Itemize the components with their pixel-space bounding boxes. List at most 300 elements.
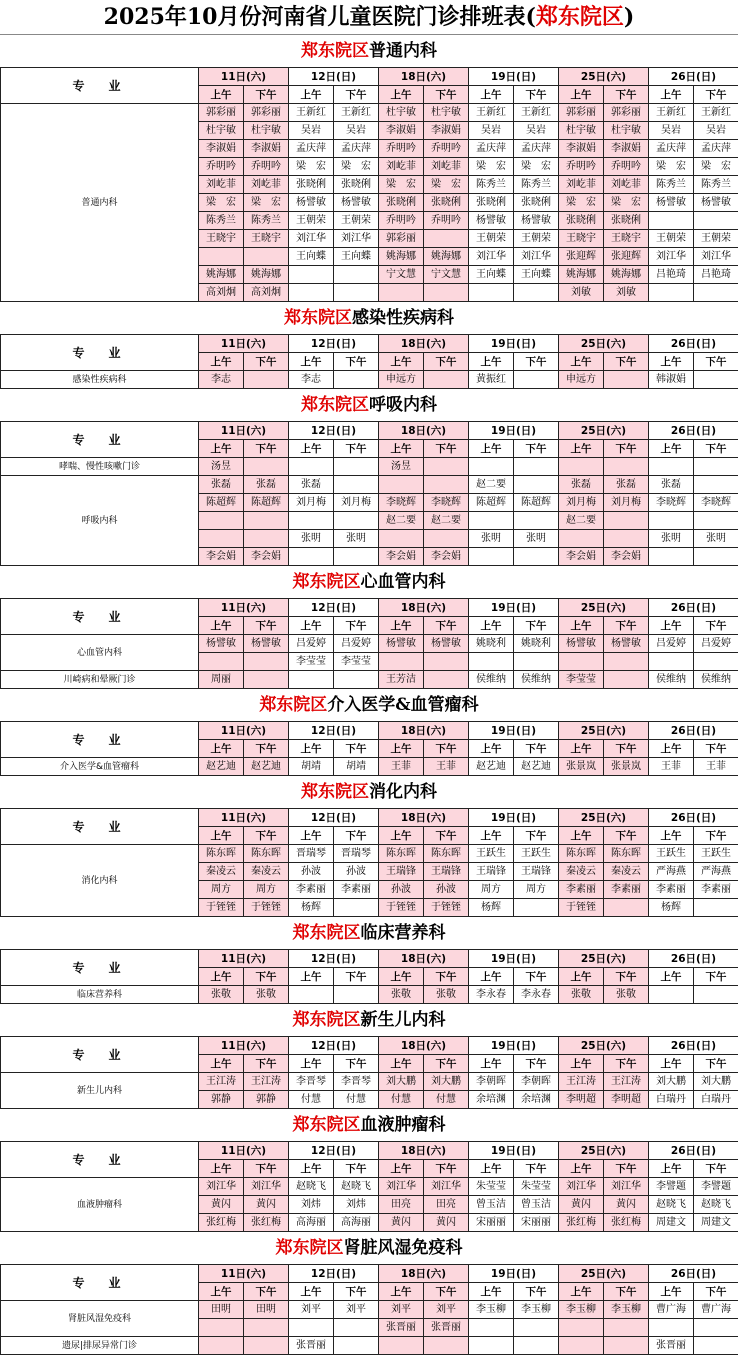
am-header: 上午 <box>649 1283 694 1301</box>
doctor-cell: 杜宇敏 <box>244 122 289 140</box>
doctor-cell: 陈超辉 <box>469 494 514 512</box>
doctor-cell: 赵晓飞 <box>334 1178 379 1196</box>
doctor-cell: 李会娟 <box>604 548 649 566</box>
doctor-cell: 王朝荣 <box>469 230 514 248</box>
doctor-cell <box>649 458 694 476</box>
date-header: 26日(日) <box>649 722 738 740</box>
am-header: 上午 <box>199 440 244 458</box>
doctor-cell: 李玉柳 <box>469 1301 514 1319</box>
pm-header: 下午 <box>244 827 289 845</box>
doctor-cell: 张明 <box>514 530 559 548</box>
date-header: 12日(日) <box>289 599 379 617</box>
section-name: 普通内科 <box>369 41 437 61</box>
date-header: 18日(六) <box>379 950 469 968</box>
doctor-cell: 王跃生 <box>694 845 738 863</box>
page-title <box>0 0 738 35</box>
date-header: 25日(六) <box>559 722 649 740</box>
date-header: 25日(六) <box>559 422 649 440</box>
doctor-cell <box>604 653 649 671</box>
doctor-cell <box>424 458 469 476</box>
date-header: 12日(日) <box>289 335 379 353</box>
doctor-cell: 王江涛 <box>559 1073 604 1091</box>
date-header: 18日(六) <box>379 1037 469 1055</box>
doctor-cell <box>559 1337 604 1355</box>
doctor-cell: 杜宇敏 <box>199 122 244 140</box>
doctor-cell: 孙波 <box>379 881 424 899</box>
date-header: 11日(六) <box>199 722 289 740</box>
doctor-cell: 刘江华 <box>289 230 334 248</box>
doctor-cell: 杜宇敏 <box>379 104 424 122</box>
doctor-cell: 吕艳琦 <box>694 266 738 284</box>
doctor-cell: 梁 宏 <box>514 158 559 176</box>
doctor-cell: 周方 <box>244 881 289 899</box>
doctor-cell: 张明 <box>334 530 379 548</box>
am-header: 上午 <box>199 740 244 758</box>
date-header: 18日(六) <box>379 722 469 740</box>
doctor-cell: 刘江华 <box>559 1178 604 1196</box>
am-header: 上午 <box>469 440 514 458</box>
pm-header: 下午 <box>694 1160 738 1178</box>
doctor-cell: 严海燕 <box>694 863 738 881</box>
doctor-cell <box>289 1319 334 1337</box>
section-name: 临床营养科 <box>360 923 446 943</box>
pm-header: 下午 <box>424 968 469 986</box>
doctor-cell: 张磊 <box>649 476 694 494</box>
pm-header: 下午 <box>334 1160 379 1178</box>
doctor-cell: 王瑞锋 <box>514 863 559 881</box>
doctor-cell: 李晓辉 <box>424 494 469 512</box>
date-header: 26日(日) <box>649 599 738 617</box>
doctor-cell: 张明 <box>694 530 738 548</box>
table-row <box>1 758 738 776</box>
am-header: 上午 <box>289 617 334 635</box>
doctor-cell: 赵艺迪 <box>244 758 289 776</box>
doctor-cell: 王向蝶 <box>469 266 514 284</box>
doctor-cell: 赵二要 <box>469 476 514 494</box>
date-header: 11日(六) <box>199 599 289 617</box>
doctor-cell: 张晓俐 <box>424 194 469 212</box>
doctor-cell <box>469 1319 514 1337</box>
doctor-cell: 刘炜 <box>289 1196 334 1214</box>
doctor-cell: 张敬 <box>244 986 289 1004</box>
doctor-cell: 申远方 <box>379 371 424 389</box>
table-row <box>1 104 738 122</box>
doctor-cell <box>559 458 604 476</box>
date-header: 25日(六) <box>559 335 649 353</box>
doctor-cell: 刘敏 <box>604 284 649 302</box>
doctor-cell: 杜宇敏 <box>604 122 649 140</box>
doctor-cell: 吴岩 <box>469 122 514 140</box>
doctor-cell: 刘江华 <box>604 1178 649 1196</box>
doctor-cell <box>559 530 604 548</box>
doctor-cell: 郭彩丽 <box>199 104 244 122</box>
doctor-cell: 王向蝶 <box>334 248 379 266</box>
am-header: 上午 <box>559 353 604 371</box>
section-campus: 郑东院区 <box>292 1115 361 1135</box>
doctor-cell: 梁 宏 <box>244 194 289 212</box>
am-header: 上午 <box>469 1283 514 1301</box>
doctor-cell: 张晓俐 <box>469 194 514 212</box>
doctor-cell: 姚晓利 <box>514 635 559 653</box>
doctor-cell: 周丽 <box>199 671 244 689</box>
doctor-cell <box>244 653 289 671</box>
doctor-cell: 刘平 <box>334 1301 379 1319</box>
doctor-cell: 朱莹莹 <box>514 1178 559 1196</box>
doctor-cell: 秦凌云 <box>199 863 244 881</box>
doctor-cell: 李明超 <box>604 1091 649 1109</box>
pm-header: 下午 <box>334 1283 379 1301</box>
specialty-cell: 介入医学&血管瘤科 <box>1 758 199 776</box>
doctor-cell: 李素丽 <box>289 881 334 899</box>
doctor-cell: 赵艺迪 <box>469 758 514 776</box>
doctor-cell: 王瑞锋 <box>424 863 469 881</box>
table-row <box>1 671 738 689</box>
doctor-cell <box>559 1319 604 1337</box>
section-title <box>0 302 738 334</box>
date-header: 12日(日) <box>289 422 379 440</box>
doctor-cell: 姚海娜 <box>199 266 244 284</box>
doctor-cell: 李素丽 <box>649 881 694 899</box>
doctor-cell: 侯维纳 <box>514 671 559 689</box>
doctor-cell <box>199 512 244 530</box>
doctor-cell <box>694 986 738 1004</box>
doctor-cell: 王晓宇 <box>604 230 649 248</box>
doctor-cell: 刘平 <box>289 1301 334 1319</box>
doctor-cell: 吴岩 <box>289 122 334 140</box>
am-header: 上午 <box>559 1055 604 1073</box>
header-date-row <box>1 599 738 617</box>
doctor-cell: 孟庆萍 <box>334 140 379 158</box>
header-date-row <box>1 722 738 740</box>
doctor-cell: 陈超辉 <box>199 494 244 512</box>
doctor-cell: 李晋琴 <box>289 1073 334 1091</box>
doctor-cell: 李玉柳 <box>559 1301 604 1319</box>
specialty-header: 专 业 <box>1 422 199 458</box>
section-name: 血液肿瘤科 <box>360 1115 446 1135</box>
doctor-cell <box>649 512 694 530</box>
pm-header: 下午 <box>694 353 738 371</box>
pm-header: 下午 <box>244 1160 289 1178</box>
doctor-cell: 王向蝶 <box>514 266 559 284</box>
doctor-cell: 陈秀兰 <box>694 176 738 194</box>
doctor-cell <box>514 548 559 566</box>
pm-header: 下午 <box>334 440 379 458</box>
doctor-cell <box>334 1337 379 1355</box>
doctor-cell: 郭静 <box>244 1091 289 1109</box>
table-row <box>1 845 738 863</box>
schedule-table <box>0 67 738 302</box>
title-suffix: ) <box>623 4 635 30</box>
date-header: 26日(日) <box>649 809 738 827</box>
specialty-header: 专 业 <box>1 335 199 371</box>
am-header: 上午 <box>559 1160 604 1178</box>
date-header: 26日(日) <box>649 68 738 86</box>
date-header: 25日(六) <box>559 1265 649 1283</box>
date-header: 18日(六) <box>379 68 469 86</box>
date-header: 26日(日) <box>649 950 738 968</box>
doctor-cell: 付慧 <box>424 1091 469 1109</box>
schedule-table <box>0 721 738 776</box>
doctor-cell: 赵晓飞 <box>694 1196 738 1214</box>
date-header: 11日(六) <box>199 809 289 827</box>
doctor-cell: 刘江华 <box>469 248 514 266</box>
pm-header: 下午 <box>604 740 649 758</box>
doctor-cell: 梁 宏 <box>604 194 649 212</box>
section-campus: 郑东院区 <box>301 395 369 415</box>
specialty-header: 专 业 <box>1 68 199 104</box>
date-header: 19日(日) <box>469 1142 559 1160</box>
header-date-row <box>1 950 738 968</box>
section-title <box>0 689 738 721</box>
pm-header: 下午 <box>604 617 649 635</box>
am-header: 上午 <box>379 86 424 104</box>
doctor-cell: 梁 宏 <box>694 158 738 176</box>
doctor-cell <box>469 653 514 671</box>
schedule-table <box>0 1036 738 1109</box>
table-row <box>1 986 738 1004</box>
doctor-cell: 王跃生 <box>514 845 559 863</box>
doctor-cell: 黄闪 <box>379 1214 424 1232</box>
doctor-cell <box>424 476 469 494</box>
doctor-cell: 韩淑娟 <box>649 371 694 389</box>
doctor-cell: 王朝荣 <box>334 212 379 230</box>
specialty-header: 专 业 <box>1 950 199 986</box>
doctor-cell <box>514 476 559 494</box>
doctor-cell: 李晓辉 <box>379 494 424 512</box>
doctor-cell: 曹广海 <box>649 1301 694 1319</box>
doctor-cell: 周方 <box>514 881 559 899</box>
am-header: 上午 <box>379 968 424 986</box>
doctor-cell: 刘屹菲 <box>379 158 424 176</box>
pm-header: 下午 <box>604 1160 649 1178</box>
doctor-cell: 杨譬敏 <box>199 635 244 653</box>
doctor-cell: 王新红 <box>289 104 334 122</box>
doctor-cell: 宁文慧 <box>424 266 469 284</box>
pm-header: 下午 <box>514 1160 559 1178</box>
doctor-cell: 张磊 <box>604 476 649 494</box>
date-header: 26日(日) <box>649 335 738 353</box>
doctor-cell: 李会娟 <box>424 548 469 566</box>
doctor-cell: 张敬 <box>559 986 604 1004</box>
doctor-cell: 赵二要 <box>379 512 424 530</box>
pm-header: 下午 <box>334 353 379 371</box>
doctor-cell: 刘炜 <box>334 1196 379 1214</box>
am-header: 上午 <box>199 86 244 104</box>
doctor-cell: 梁 宏 <box>469 158 514 176</box>
pm-header: 下午 <box>514 1055 559 1073</box>
doctor-cell: 李莹莹 <box>334 653 379 671</box>
section-name: 肾脏风湿免疫科 <box>343 1238 463 1258</box>
doctor-cell <box>424 230 469 248</box>
date-header: 11日(六) <box>199 422 289 440</box>
doctor-cell: 杨譬敏 <box>424 635 469 653</box>
am-header: 上午 <box>379 1055 424 1073</box>
am-header: 上午 <box>559 617 604 635</box>
doctor-cell <box>379 530 424 548</box>
pm-header: 下午 <box>514 353 559 371</box>
table-row <box>1 1301 738 1319</box>
am-header: 上午 <box>649 353 694 371</box>
doctor-cell: 黄闪 <box>604 1196 649 1214</box>
doctor-cell: 姚晓利 <box>469 635 514 653</box>
am-header: 上午 <box>289 1055 334 1073</box>
doctor-cell: 乔明吟 <box>424 140 469 158</box>
doctor-cell: 王江涛 <box>199 1073 244 1091</box>
doctor-cell: 李淑娟 <box>379 122 424 140</box>
doctor-cell: 孟庆萍 <box>694 140 738 158</box>
doctor-cell: 张晓俐 <box>514 194 559 212</box>
doctor-cell: 梁 宏 <box>379 176 424 194</box>
doctor-cell: 田亮 <box>379 1196 424 1214</box>
doctor-cell <box>649 548 694 566</box>
doctor-cell: 李素丽 <box>334 881 379 899</box>
table-row <box>1 635 738 653</box>
doctor-cell: 李永春 <box>514 986 559 1004</box>
doctor-cell: 刘江华 <box>334 230 379 248</box>
pm-header: 下午 <box>424 353 469 371</box>
doctor-cell <box>334 458 379 476</box>
doctor-cell: 姚海娜 <box>604 266 649 284</box>
date-header: 12日(日) <box>289 950 379 968</box>
doctor-cell <box>334 1319 379 1337</box>
doctor-cell: 刘敏 <box>559 284 604 302</box>
pm-header: 下午 <box>694 1055 738 1073</box>
doctor-cell: 张晓俐 <box>289 176 334 194</box>
specialty-cell: 遗尿|排尿异常门诊 <box>1 1337 199 1355</box>
date-header: 19日(日) <box>469 422 559 440</box>
doctor-cell: 黄闪 <box>559 1196 604 1214</box>
doctor-cell: 张磊 <box>244 476 289 494</box>
doctor-cell <box>244 248 289 266</box>
pm-header: 下午 <box>244 617 289 635</box>
doctor-cell: 刘屹菲 <box>244 176 289 194</box>
am-header: 上午 <box>199 827 244 845</box>
doctor-cell <box>694 1319 738 1337</box>
doctor-cell: 李朝晖 <box>469 1073 514 1091</box>
pm-header: 下午 <box>334 827 379 845</box>
doctor-cell: 李譬题 <box>694 1178 738 1196</box>
pm-header: 下午 <box>604 440 649 458</box>
doctor-cell <box>694 512 738 530</box>
doctor-cell: 张红梅 <box>244 1214 289 1232</box>
am-header: 上午 <box>559 968 604 986</box>
doctor-cell: 刘屹菲 <box>424 158 469 176</box>
doctor-cell: 吕爱婷 <box>334 635 379 653</box>
doctor-cell: 汤昱 <box>379 458 424 476</box>
doctor-cell: 姚海娜 <box>244 266 289 284</box>
doctor-cell: 高海丽 <box>289 1214 334 1232</box>
specialty-cell: 呼吸内科 <box>1 476 199 566</box>
doctor-cell: 张明 <box>289 530 334 548</box>
date-header: 19日(日) <box>469 68 559 86</box>
section-campus: 郑东院区 <box>301 782 369 802</box>
doctor-cell: 侯维纳 <box>469 671 514 689</box>
doctor-cell: 杨譬敏 <box>604 635 649 653</box>
doctor-cell: 乔明吟 <box>244 158 289 176</box>
doctor-cell: 姚海娜 <box>424 248 469 266</box>
date-header: 11日(六) <box>199 950 289 968</box>
date-header: 18日(六) <box>379 599 469 617</box>
doctor-cell: 白瑞丹 <box>694 1091 738 1109</box>
doctor-cell <box>694 548 738 566</box>
am-header: 上午 <box>649 827 694 845</box>
doctor-cell: 陈东晖 <box>379 845 424 863</box>
doctor-cell: 刘大鹏 <box>649 1073 694 1091</box>
am-header: 上午 <box>199 353 244 371</box>
am-header: 上午 <box>469 86 514 104</box>
doctor-cell: 吴岩 <box>694 122 738 140</box>
doctor-cell <box>604 899 649 917</box>
pm-header: 下午 <box>514 1283 559 1301</box>
date-header: 25日(六) <box>559 1037 649 1055</box>
doctor-cell: 陈东晖 <box>424 845 469 863</box>
doctor-cell: 张晋丽 <box>379 1319 424 1337</box>
specialty-header: 专 业 <box>1 1037 199 1073</box>
table-row <box>1 1073 738 1091</box>
doctor-cell: 张敬 <box>604 986 649 1004</box>
doctor-cell: 付慧 <box>379 1091 424 1109</box>
date-header: 26日(日) <box>649 422 738 440</box>
section-name: 新生儿内科 <box>360 1010 446 1030</box>
am-header: 上午 <box>199 1055 244 1073</box>
header-date-row <box>1 1142 738 1160</box>
am-header: 上午 <box>289 1160 334 1178</box>
am-header: 上午 <box>649 617 694 635</box>
doctor-cell: 胡靖 <box>334 758 379 776</box>
pm-header: 下午 <box>694 617 738 635</box>
doctor-cell: 张晋丽 <box>649 1337 694 1355</box>
doctor-cell: 黄振红 <box>469 371 514 389</box>
doctor-cell: 杨譬敏 <box>514 212 559 230</box>
doctor-cell: 张晋丽 <box>289 1337 334 1355</box>
doctor-cell: 赵晓飞 <box>289 1178 334 1196</box>
pm-header: 下午 <box>694 440 738 458</box>
table-row <box>1 476 738 494</box>
am-header: 上午 <box>289 968 334 986</box>
doctor-cell: 周建文 <box>694 1214 738 1232</box>
doctor-cell: 刘月梅 <box>289 494 334 512</box>
doctor-cell <box>694 653 738 671</box>
doctor-cell <box>469 1337 514 1355</box>
doctor-cell: 高刘炯 <box>244 284 289 302</box>
am-header: 上午 <box>289 740 334 758</box>
doctor-cell <box>424 371 469 389</box>
doctor-cell: 晋瑞琴 <box>334 845 379 863</box>
doctor-cell: 张红梅 <box>199 1214 244 1232</box>
pm-header: 下午 <box>604 1055 649 1073</box>
doctor-cell <box>244 671 289 689</box>
doctor-cell <box>694 284 738 302</box>
doctor-cell: 胡靖 <box>289 758 334 776</box>
section-campus: 郑东院区 <box>275 1238 344 1258</box>
doctor-cell <box>424 530 469 548</box>
doctor-cell: 于铚铚 <box>424 899 469 917</box>
doctor-cell <box>334 476 379 494</box>
am-header: 上午 <box>469 353 514 371</box>
doctor-cell: 余培渊 <box>514 1091 559 1109</box>
section-title <box>0 917 738 949</box>
pm-header: 下午 <box>694 1283 738 1301</box>
am-header: 上午 <box>469 1055 514 1073</box>
am-header: 上午 <box>469 740 514 758</box>
doctor-cell: 曾玉洁 <box>469 1196 514 1214</box>
doctor-cell: 张晓俐 <box>379 194 424 212</box>
table-row <box>1 458 738 476</box>
table-row <box>1 1337 738 1355</box>
am-header: 上午 <box>469 827 514 845</box>
date-header: 19日(日) <box>469 809 559 827</box>
doctor-cell: 陈超辉 <box>244 494 289 512</box>
